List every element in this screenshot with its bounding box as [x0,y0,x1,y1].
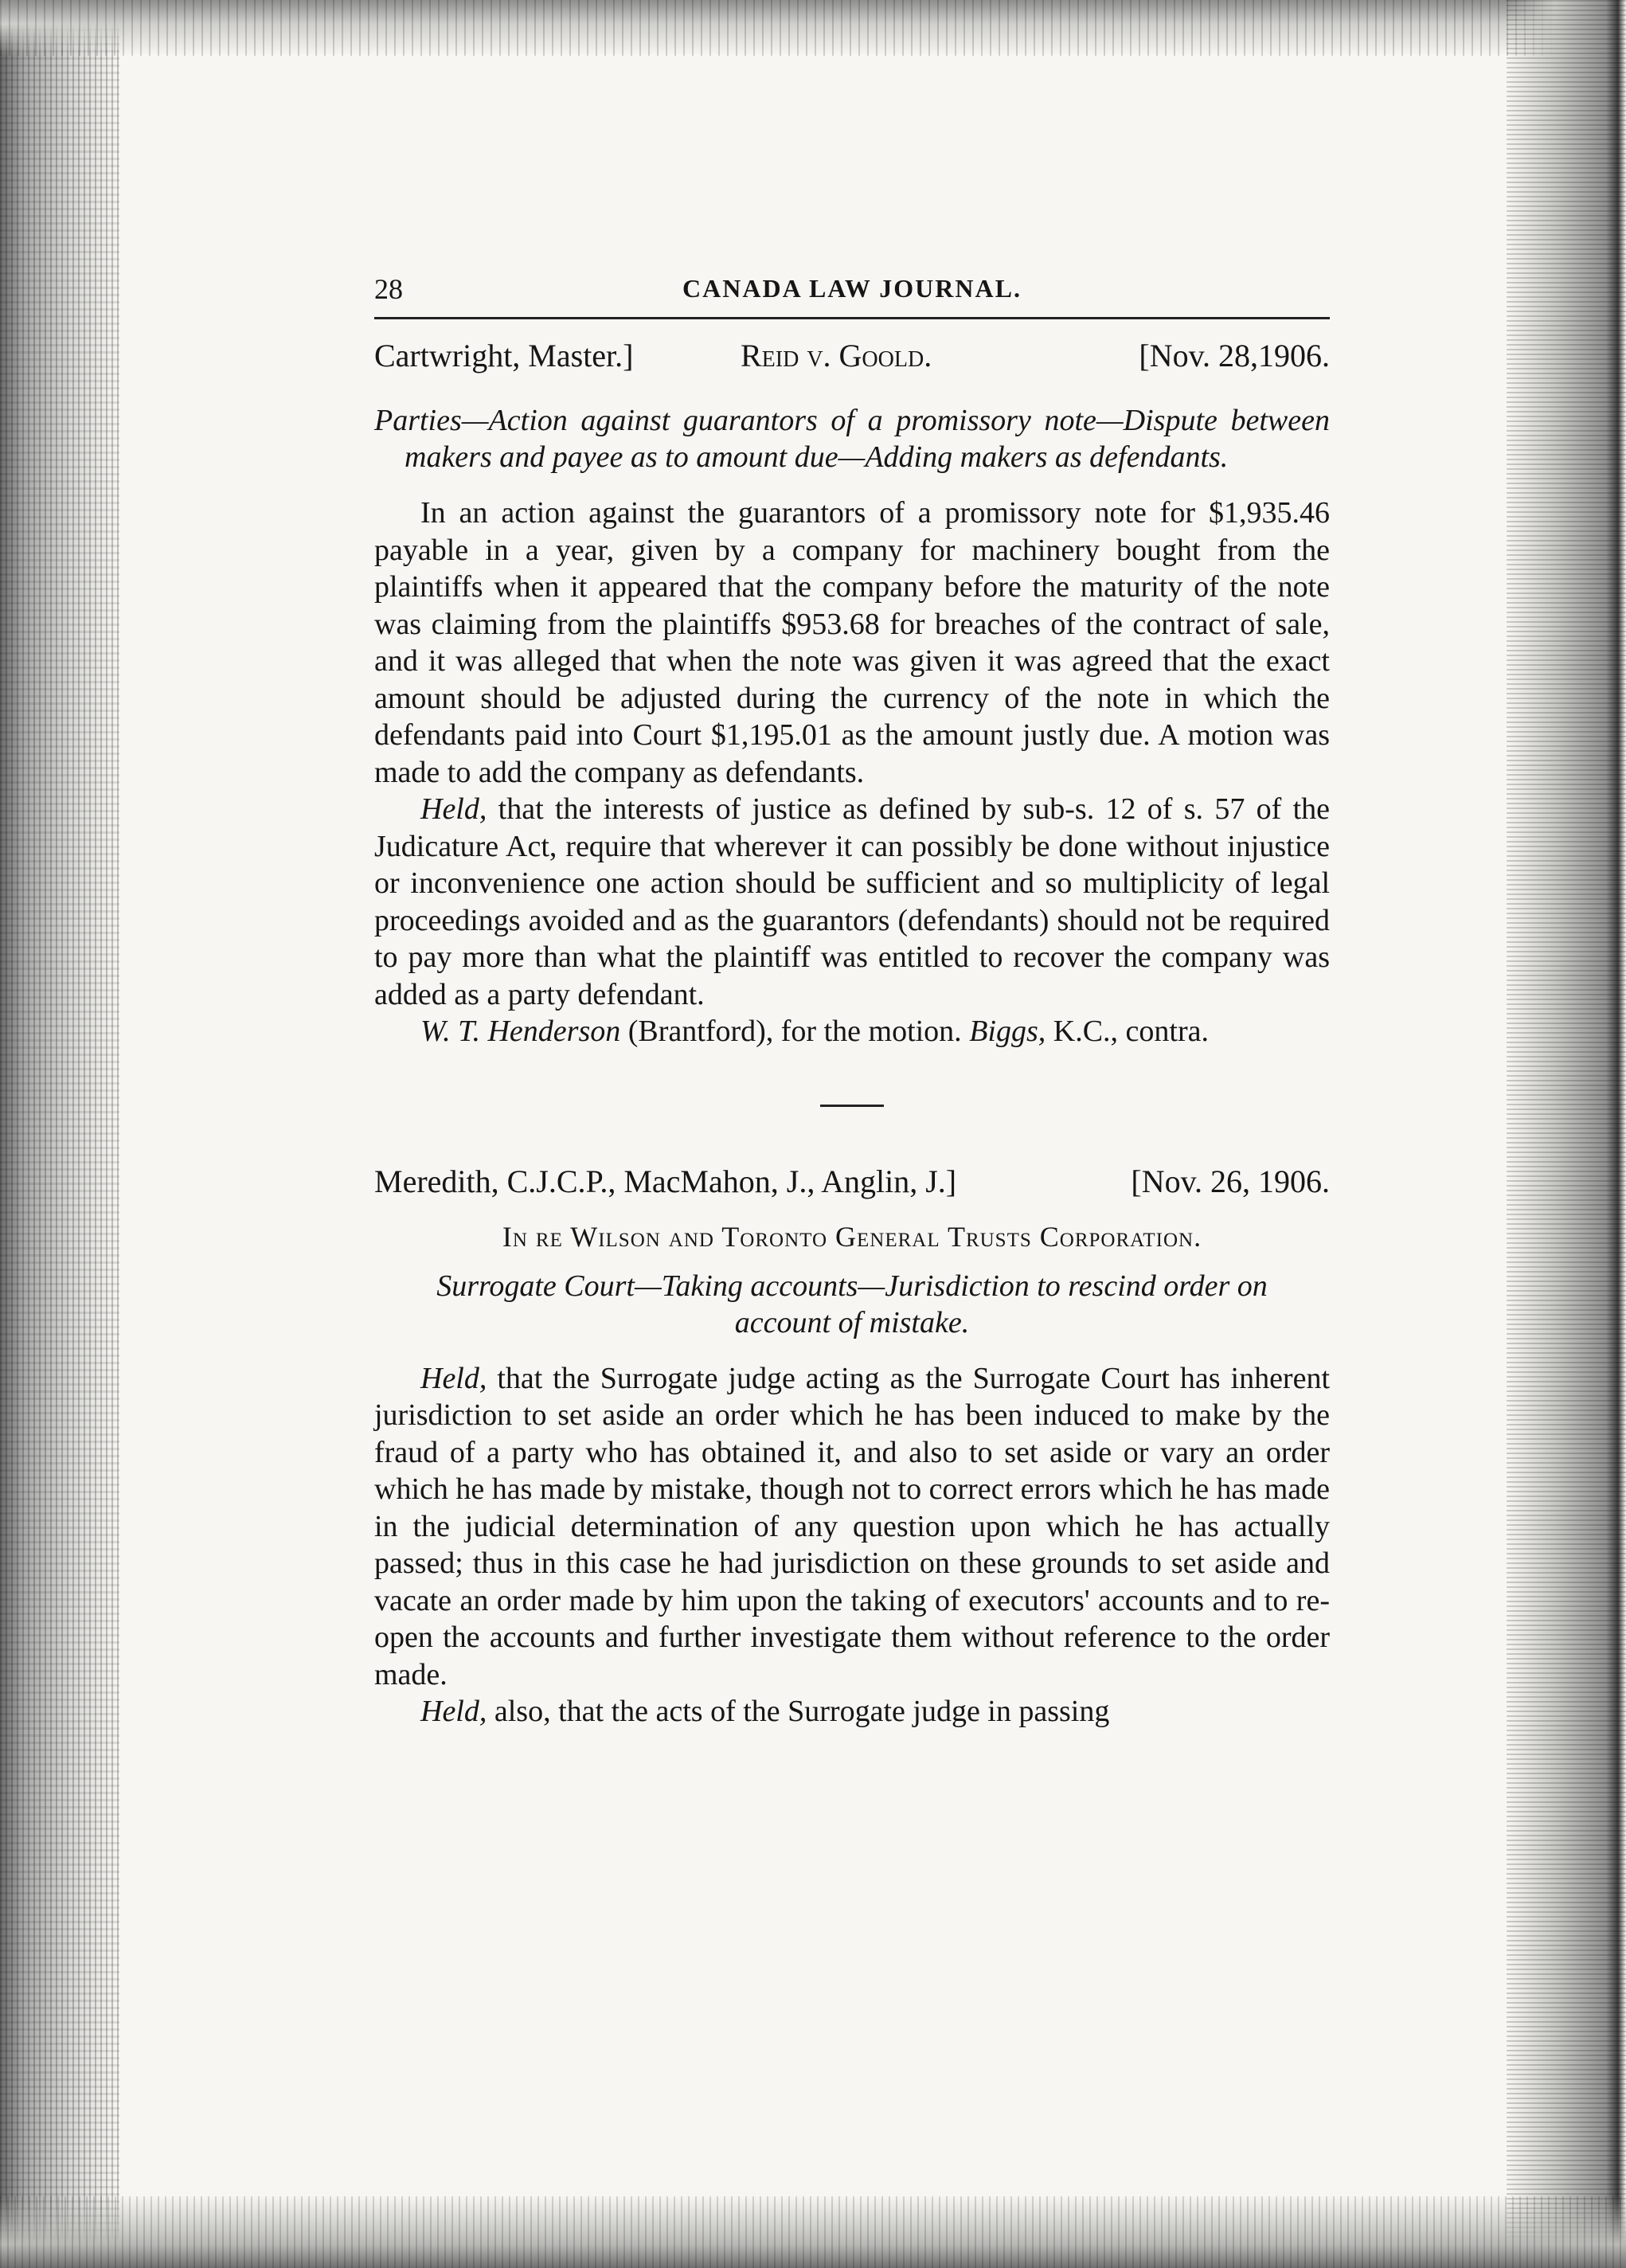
running-head [374,263,1330,311]
case1-title: Reid v. Goold. [741,338,932,373]
page-content [374,263,1330,1730]
scan-edge-top [0,0,1626,56]
case1-counsel [374,1013,1330,1050]
case2-title: In re Wilson and Toronto General Trusts Corporation. [502,1220,1202,1253]
case-divider [820,1105,884,1107]
case2-held1-text: that the Surrogate judge acting as the Surrogate Court has inherent jurisdiction to set aside an order which he has been induced to make by the fraud of a party who has obtained it, and also to set aside or vary an order which he has made by mistake, though not to correct errors which he has made in the judicial determination of any question upon which he has actually passed; thus in this case he had jurisdiction on these grounds to set aside and vacate an order made by him upon the taking of executors' accounts and to re-open the accounts and further investigate them without reference to the order made. [374,1361,1331,1691]
case1-date: [Nov. 28,1906. [1139,338,1330,373]
case1-held-label: Held, [420,792,487,826]
case2-date: [Nov. 26, 1906. [1131,1163,1330,1199]
scan-edge-left [0,0,119,2268]
header-rule [374,317,1330,319]
case1-catchwords: Parties—Action against guarantors of a promissory note—Dispute between makers and payee as to amount due—Adding makers as defendants. [374,404,1330,474]
case1-judge: Cartwright, Master.] [374,338,634,373]
case1-counsel-1-text: (Brantford), for the motion. [627,1015,962,1048]
case2-judges: Meredith, C.J.C.P., MacMahon, J., Anglin, J.] [374,1163,957,1199]
case2-catchwords: Surrogate Court—Taking accounts—Jurisdiction to rescind order on account of mistake. [436,1269,1268,1339]
scan-edge-right [1507,0,1626,2268]
case2-holding-1 [374,1360,1330,1694]
journal-title: CANADA LAW JOURNAL. [682,274,1022,303]
page-number: 28 [374,273,403,305]
case1-facts: In an action against the guarantors of a promissory note for $1,935.46 payable in a year, given by a company for machinery bought from the plaintiffs when it appeared that the company before the maturity of the note was claiming from the plaintiffs $953.68 for breaches of the contract of sale, and it was alleged that when the note was given it was agreed that the exact amount should be adjusted during the currency of the note in which the defendants paid into Court $1,195.01 as the amount justly due. A motion was made to add the company as defendants. [374,496,1330,789]
case2-held1-label: Held, [420,1361,487,1395]
case1-counsel-1-name: W. T. Henderson [420,1015,621,1048]
case1-counsel-2-name: Biggs, [969,1015,1046,1048]
case2-held2-label: Held, [420,1695,487,1728]
case1-heading [374,337,1330,388]
case1-held-text: that the interests of justice as defined by sub-s. 12 of s. 57 of the Judicature Act, require that wherever it can possibly be done without injustice or inconvenience one action should be sufficient and so multiplicity of legal proceedings avoided and as the guarantors (defendants) should not be required to pay more than what the plaintiff was entitled to recover the company was added as a party defendant. [374,792,1330,1011]
case1-counsel-2-text: K.C., contra. [1053,1015,1209,1048]
case1-holding [374,791,1330,1013]
scan-edge-bottom [0,2196,1626,2268]
case2-heading [374,1163,1330,1214]
case2-held2-text: also, that the acts of the Surrogate judge in passing [494,1695,1110,1728]
case2-holding-2 [374,1693,1330,1730]
